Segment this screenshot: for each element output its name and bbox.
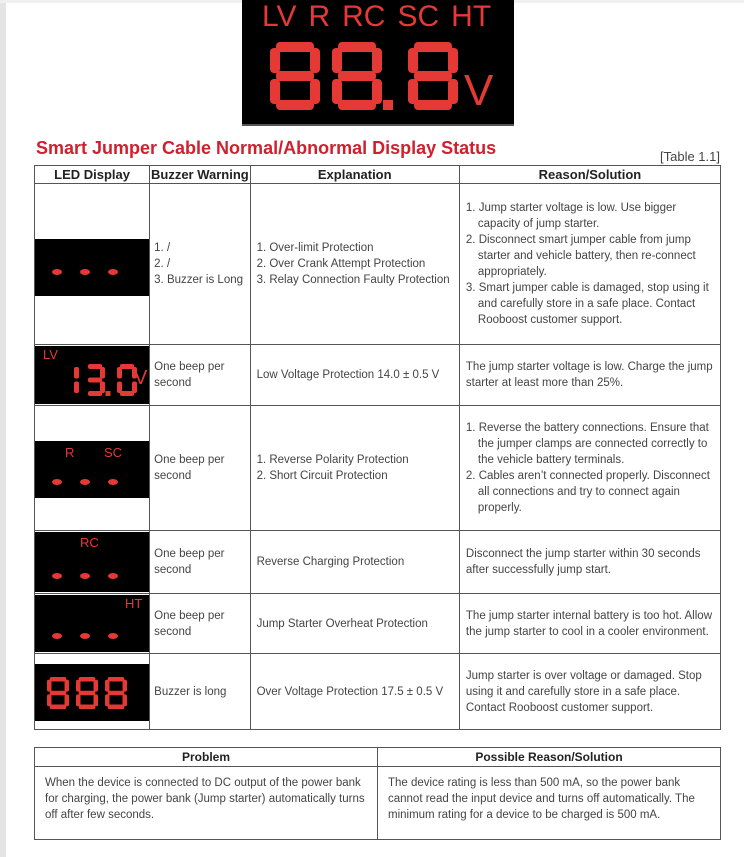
display-status-table (34, 165, 721, 730)
segment-b (65, 680, 70, 692)
table-row (35, 184, 721, 345)
segment-g (108, 691, 125, 696)
segment-e (408, 79, 418, 104)
reason-item: 2. Disconnect smart jumper cable from jump starter and vehicle battery, then re-connect appropriately. (465, 234, 696, 278)
explanation-line: 1. Reverse Polarity Protection (256, 454, 409, 466)
led-dot (52, 573, 62, 579)
header-explanation: Explanation (250, 166, 459, 184)
segment-g (414, 71, 452, 81)
indicator-ht: HT (451, 0, 492, 33)
led-label-rc: RC (80, 535, 99, 550)
led-display-r-sc (35, 441, 149, 498)
segment-e (76, 694, 81, 706)
buzzer-line: 3. Buzzer is Long (154, 274, 244, 286)
explanation-cell (250, 184, 459, 345)
segment-b (94, 680, 99, 692)
segment-d (108, 705, 125, 710)
segment-f (105, 680, 110, 692)
led-dot (52, 633, 62, 639)
segment-d (50, 705, 67, 710)
led-cell (35, 531, 150, 594)
indicator-rc: RC (342, 0, 386, 33)
explanation-line: 3. Relay Connection Faulty Protection (256, 274, 450, 286)
segment-a (108, 677, 125, 682)
buzzer-cell: One beep per second (150, 406, 250, 531)
led-dots (52, 264, 136, 280)
led-cell (35, 184, 150, 345)
page-margin (0, 0, 6, 857)
segment-c (65, 694, 70, 706)
solution-cell: The device rating is less than 500 mA, so the power bank cannot read the input device and turns off automatically. The minimum rating for a device to be charged is 500 mA. (378, 767, 721, 840)
hero-led-display (242, 0, 514, 126)
segment-a (120, 364, 134, 369)
led-display-ht (35, 595, 149, 652)
reason-item: 3. Smart jumper cable is damaged, stop using it and carefully store in a safe place. Contact Rooboost customer support. (465, 282, 709, 326)
led-label-sc: SC (104, 445, 123, 460)
buzzer-line: 2. / (154, 258, 171, 270)
led-dots (52, 474, 136, 490)
reason-cell: Disconnect the jump starter within 30 seconds after successfully jump start. (459, 531, 720, 594)
led-dots (52, 568, 136, 584)
led-label-r: R (65, 445, 75, 460)
table-row (35, 654, 721, 730)
segment-d (120, 391, 134, 396)
led-dot (108, 269, 118, 275)
header-reason-solution: Reason/Solution (459, 166, 720, 184)
led-dot (80, 269, 90, 275)
hero-indicator-labels (262, 0, 503, 34)
segment-c (372, 79, 382, 104)
led-display-rc (35, 532, 149, 592)
led-cell (35, 345, 150, 406)
troubleshoot-table (34, 747, 721, 840)
reason-item: 1. Jump starter voltage is low. Use bigger capacity of jump starter. (465, 202, 677, 230)
decimal-point (106, 391, 111, 396)
hero-unit: V (464, 66, 494, 115)
reason-item: 1. Reverse the battery connections. Ensure that the jumper clamps are connected correctly to the vehicle battery terminals. (465, 422, 709, 466)
segment-c (74, 382, 79, 394)
led-dot (80, 633, 90, 639)
troubleshoot-row (35, 767, 721, 840)
segment-c (310, 79, 320, 104)
segment-a (50, 677, 67, 682)
segment-c (123, 694, 128, 706)
segment-f (332, 48, 342, 73)
segment-f (76, 680, 81, 692)
led-dot (108, 479, 118, 485)
segment-b (74, 367, 79, 379)
segment-f (47, 680, 52, 692)
led-display-dashes (35, 239, 149, 296)
segment-e (105, 694, 110, 706)
reason-cell: Jump starter is over voltage or damaged. Stop using it and carefully store in a safe place. Contact Rooboost customer support. (459, 654, 720, 730)
led-dot (52, 269, 62, 275)
hero-seven-segment-digits (266, 38, 466, 114)
indicator-r: R (308, 0, 331, 33)
table-row (35, 531, 721, 594)
segment-a (88, 364, 102, 369)
segment-d (79, 705, 96, 710)
led-unit: V (134, 367, 148, 389)
reason-list (466, 420, 714, 516)
explanation-cell: Low Voltage Protection 14.0 ± 0.5 V (250, 345, 459, 406)
reason-cell: The jump starter internal battery is too hot. Allow the jump starter to cool in a cooler environment. (459, 594, 720, 654)
led-cell (35, 406, 150, 531)
segment-d (414, 100, 452, 110)
segment-e (270, 79, 280, 104)
led-dot (108, 633, 118, 639)
troubleshoot-header-row (35, 748, 721, 767)
table-row (35, 594, 721, 654)
segment-b (100, 367, 105, 379)
reason-item: 2. Cables aren’t connected properly. Disconnect all connections and try to connect again properly. (465, 470, 710, 514)
reason-cell: The jump starter voltage is low. Charge the jump starter at least more than 25%. (459, 345, 720, 406)
table-reference: [Table 1.1] (660, 149, 720, 164)
header-led-display: LED Display (35, 166, 150, 184)
led-display-888 (35, 664, 149, 721)
segment-g (79, 691, 96, 696)
reason-cell (459, 406, 720, 531)
led-dot (80, 573, 90, 579)
segment-b (310, 48, 320, 73)
segment-f (117, 367, 122, 379)
explanation-cell: Over Voltage Protection 17.5 ± 0.5 V (250, 654, 459, 730)
segment-g (88, 378, 102, 383)
explanation-line: 2. Over Crank Attempt Protection (256, 258, 426, 270)
led-dot (52, 479, 62, 485)
segment-b (123, 680, 128, 692)
buzzer-cell: One beep per second (150, 345, 250, 406)
segment-a (414, 42, 452, 52)
led-cell (35, 654, 150, 730)
explanation-line: 1. Over-limit Protection (256, 242, 374, 254)
led-cell (35, 594, 150, 654)
header-buzzer-warning: Buzzer Warning (150, 167, 249, 182)
table-header-row (35, 166, 721, 184)
table-row (35, 345, 721, 406)
segment-f (270, 48, 280, 73)
segment-g (276, 71, 314, 81)
segment-d (338, 100, 376, 110)
buzzer-cell: One beep per second (150, 594, 250, 654)
table-row (35, 406, 721, 531)
segment-g (50, 691, 67, 696)
segment-d (276, 100, 314, 110)
segment-c (94, 694, 99, 706)
segment-g (338, 71, 376, 81)
led-dots (52, 628, 136, 644)
buzzer-cell: Buzzer is long (150, 654, 250, 730)
reason-list (466, 200, 714, 328)
led-label-lv: LV (43, 347, 58, 362)
led-display-low-voltage (35, 346, 149, 404)
header-problem: Problem (35, 748, 378, 767)
buzzer-line: 1. / (154, 242, 171, 254)
segment-a (338, 42, 376, 52)
led-reading-13-0 (57, 363, 137, 397)
segment-e (47, 694, 52, 706)
explanation-line: 2. Short Circuit Protection (256, 470, 388, 482)
led-label-ht: HT (125, 596, 143, 611)
indicator-sc: SC (397, 0, 440, 33)
segment-b (372, 48, 382, 73)
segment-b (448, 48, 458, 73)
decimal-point (383, 100, 393, 110)
explanation-cell (250, 406, 459, 531)
reason-cell (459, 184, 720, 345)
segment-a (276, 42, 314, 52)
segment-a (79, 677, 96, 682)
led-dot (108, 573, 118, 579)
buzzer-cell (150, 184, 250, 345)
explanation-cell: Jump Starter Overheat Protection (250, 594, 459, 654)
segment-e (332, 79, 342, 104)
problem-cell: When the device is connected to DC output of the power bank for charging, the power bank (Jump starter) automatically turns off after few seconds. (35, 767, 378, 840)
header-possible-reason: Possible Reason/Solution (378, 748, 721, 767)
buzzer-cell: One beep per second (150, 531, 250, 594)
led-reading-888 (45, 675, 135, 711)
led-dot (80, 479, 90, 485)
segment-c (448, 79, 458, 104)
explanation-cell: Reverse Charging Protection (250, 531, 459, 594)
segment-f (408, 48, 418, 73)
segment-d (88, 391, 102, 396)
section-title: Smart Jumper Cable Normal/Abnormal Display Status (36, 138, 497, 158)
indicator-lv: LV (262, 0, 297, 33)
segment-e (117, 382, 122, 394)
